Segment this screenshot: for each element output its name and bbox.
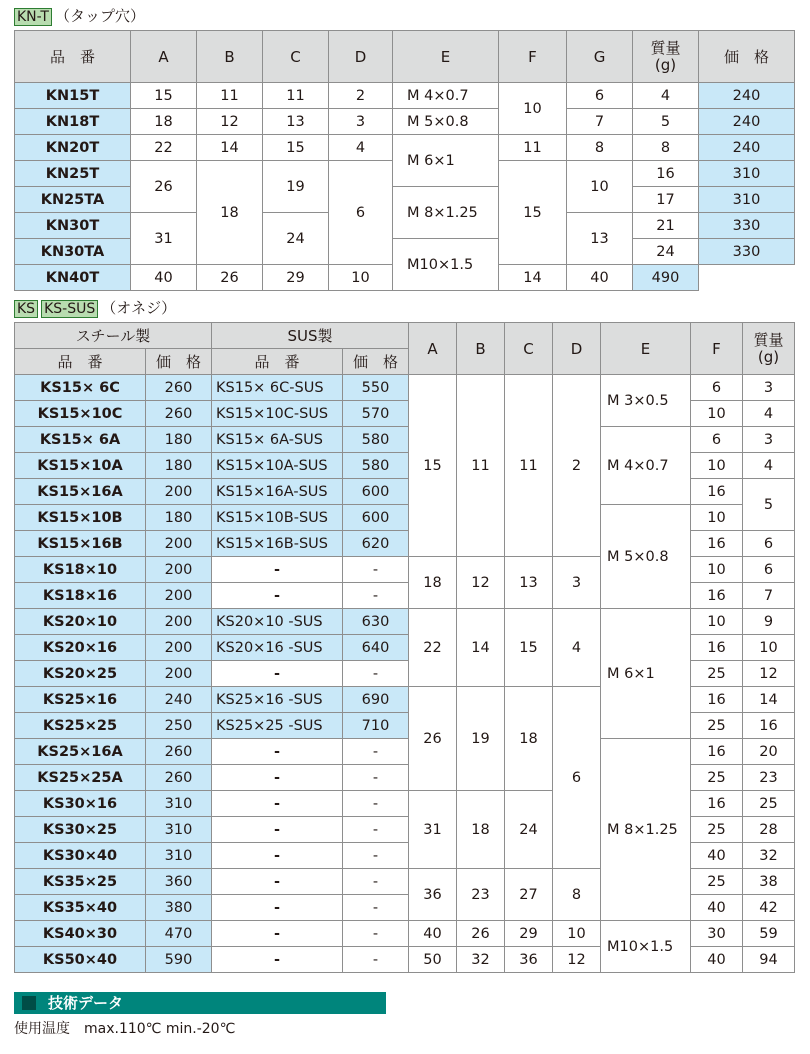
table-row [15,609,795,635]
kn-h-d: D [329,31,393,83]
table-cell: 16 [633,161,699,187]
table-cell: 200 [146,557,212,583]
table-cell: KN25TA [15,187,131,213]
table-cell: 6 [567,83,633,109]
table-cell: 26 [197,265,263,291]
table-cell: 15 [505,609,553,687]
table-cell: 18 [409,557,457,609]
table-cell: M 5×0.8 [393,109,499,135]
table-cell: 40 [691,947,743,973]
table-cell: 16 [691,687,743,713]
table-cell: 12 [197,109,263,135]
table-cell: 16 [691,635,743,661]
table-cell: - [212,583,343,609]
table-cell: 10 [499,83,567,135]
table-cell: 24 [505,791,553,869]
table-cell: 200 [146,661,212,687]
table-cell: 200 [146,609,212,635]
table-cell: KN18T [15,109,131,135]
table-cell: KS20×25 [15,661,146,687]
kn-table [14,30,795,291]
table-cell: 11 [263,83,329,109]
table-cell: KS20×16 [15,635,146,661]
table-cell: 380 [146,895,212,921]
table-cell: 27 [505,869,553,921]
table-cell: KS30×16 [15,791,146,817]
table-cell: 2 [553,375,601,557]
table-cell: 310 [146,817,212,843]
table-cell: 600 [343,479,409,505]
table-cell: 470 [146,921,212,947]
table-cell: KS25×25 [15,713,146,739]
table-cell: 19 [263,161,329,213]
table-cell: 6 [329,161,393,265]
ks-table [14,322,795,973]
table-cell: 4 [743,401,795,427]
kn-h-code: 品 番 [15,31,131,83]
table-cell: 4 [553,609,601,687]
table-cell: M 4×0.7 [393,83,499,109]
kn-h-mass: 質量 (g) [633,31,699,83]
table-cell: KN25T [15,161,131,187]
table-cell: 8 [633,135,699,161]
ks-h-sus-code: 品 番 [212,349,343,375]
table-cell: 11 [505,375,553,557]
ks-h-mass: 質量 (g) [743,323,795,375]
table-cell: 6 [743,531,795,557]
table-cell: 260 [146,375,212,401]
table-row [15,375,795,401]
table-cell: - [343,843,409,869]
table-cell: 28 [743,817,795,843]
table-cell: 5 [633,109,699,135]
table-cell: 23 [457,869,505,921]
table-cell: KS30×40 [15,843,146,869]
table-cell: - [343,869,409,895]
table-cell: 10 [691,453,743,479]
table-cell: 16 [691,791,743,817]
table-cell: KS30×25 [15,817,146,843]
table-cell: 31 [409,791,457,869]
table-cell: 16 [691,479,743,505]
table-cell: KN30TA [15,239,131,265]
table-row [15,109,795,135]
table-cell: - [212,895,343,921]
table-cell: 310 [699,161,795,187]
table-cell: 11 [499,135,567,161]
table-cell: 11 [197,83,263,109]
ks-h-c: C [505,323,553,375]
table-cell: 40 [409,921,457,947]
ks-h-steel: スチール製 [15,323,212,349]
table-cell: 3 [329,109,393,135]
table-cell: 10 [691,505,743,531]
table-cell: 260 [146,765,212,791]
table-cell: 10 [691,609,743,635]
table-cell: - [212,843,343,869]
table-cell: 36 [409,869,457,921]
kn-section-title [14,6,145,26]
table-cell: KS25×16 [15,687,146,713]
kn-suffix: （タップ穴） [54,7,145,25]
table-cell: 550 [343,375,409,401]
table-cell: 4 [633,83,699,109]
table-cell: 200 [146,531,212,557]
table-cell: 23 [743,765,795,791]
table-cell: 15 [409,375,457,557]
table-cell: 710 [343,713,409,739]
kn-h-price: 価 格 [699,31,795,83]
table-cell: KS25×16A [15,739,146,765]
table-cell: 580 [343,427,409,453]
table-cell: - [343,895,409,921]
table-cell: 6 [743,557,795,583]
table-cell: - [343,661,409,687]
table-cell: 16 [691,531,743,557]
kn-h-f: F [499,31,567,83]
table-row [15,83,795,109]
table-cell: 330 [699,239,795,265]
table-cell: 18 [131,109,197,135]
table-cell: 640 [343,635,409,661]
table-cell: 17 [633,187,699,213]
table-cell: 13 [567,213,633,265]
table-cell: - [343,583,409,609]
table-cell: 16 [691,739,743,765]
table-cell: M 8×1.25 [393,187,499,239]
table-cell: 15 [131,83,197,109]
table-cell: 40 [691,895,743,921]
ks-h-d: D [553,323,601,375]
table-cell: 40 [691,843,743,869]
table-cell: 630 [343,609,409,635]
table-cell: 25 [691,661,743,687]
table-cell: 14 [457,609,505,687]
table-cell: 6 [691,375,743,401]
table-cell: KS15× 6A [15,427,146,453]
table-cell: KS20×10 [15,609,146,635]
table-cell: KS25×16 -SUS [212,687,343,713]
table-cell: 240 [699,83,795,109]
table-cell: - [343,765,409,791]
table-cell: 360 [146,869,212,895]
table-cell: 250 [146,713,212,739]
table-cell: KS35×25 [15,869,146,895]
table-cell: 4 [743,453,795,479]
table-cell: M10×1.5 [393,239,499,291]
table-row [15,427,795,453]
table-cell: KS15×10C [15,401,146,427]
table-cell: 18 [505,687,553,791]
table-cell: 8 [567,135,633,161]
table-cell: M10×1.5 [601,921,691,973]
table-cell: 3 [743,427,795,453]
table-cell: 240 [699,135,795,161]
table-cell: 20 [743,739,795,765]
ks-h-a: A [409,323,457,375]
table-cell: 22 [131,135,197,161]
table-cell: - [343,791,409,817]
table-cell: - [212,557,343,583]
table-cell: - [212,791,343,817]
table-cell: - [212,869,343,895]
table-cell: 8 [553,869,601,921]
ks-h-e: E [601,323,691,375]
table-cell: 180 [146,505,212,531]
table-cell: 10 [329,265,393,291]
table-cell: 50 [409,947,457,973]
table-cell: 310 [699,187,795,213]
table-cell: KS15× 6A-SUS [212,427,343,453]
table-cell: 42 [743,895,795,921]
kn-h-g: G [567,31,633,83]
table-cell: 59 [743,921,795,947]
table-row [15,505,795,531]
table-cell: 260 [146,401,212,427]
table-cell: 570 [343,401,409,427]
table-cell: KS15×10C-SUS [212,401,343,427]
table-cell: 490 [633,265,699,291]
table-cell: 26 [131,161,197,213]
table-cell: 200 [146,583,212,609]
table-cell: 7 [743,583,795,609]
table-cell: KS20×16 -SUS [212,635,343,661]
table-cell: 40 [131,265,197,291]
table-cell: 29 [505,921,553,947]
table-cell: 14 [197,135,263,161]
table-cell: KS15×16B [15,531,146,557]
table-cell: - [343,739,409,765]
table-cell: 25 [691,817,743,843]
table-cell: KS25×25A [15,765,146,791]
table-cell: 14 [743,687,795,713]
table-cell: 22 [409,609,457,687]
ks-sus-tag: KS-SUS [41,300,98,318]
table-cell: KS15×10B-SUS [212,505,343,531]
kn-h-e: E [393,31,499,83]
ks-suffix: （オネジ） [101,299,177,317]
table-cell: KS35×40 [15,895,146,921]
table-cell: KS20×10 -SUS [212,609,343,635]
table-cell: 180 [146,453,212,479]
table-cell: KS15×16A [15,479,146,505]
table-cell: 2 [329,83,393,109]
table-cell: 31 [131,213,197,265]
table-cell: 3 [743,375,795,401]
table-cell: 12 [743,661,795,687]
table-cell: 600 [343,505,409,531]
table-cell: 38 [743,869,795,895]
table-cell: KS15×16A-SUS [212,479,343,505]
table-cell: 18 [197,161,263,265]
table-cell: 19 [457,687,505,791]
table-cell: KS50×40 [15,947,146,973]
table-cell: 30 [691,921,743,947]
table-cell: KS15×10A [15,453,146,479]
ks-h-code: 品 番 [15,349,146,375]
table-cell: KS18×10 [15,557,146,583]
table-cell: KS15× 6C-SUS [212,375,343,401]
table-cell: 690 [343,687,409,713]
table-cell: KS15×10A-SUS [212,453,343,479]
tech-data-header [14,992,386,1014]
table-cell: 180 [146,427,212,453]
table-cell: - [343,921,409,947]
table-cell: M 6×1 [393,135,499,187]
table-cell: M 8×1.25 [601,739,691,921]
table-cell: KN40T [15,265,131,291]
tech-data-title: 技術データ [48,994,124,1012]
table-cell: 13 [263,109,329,135]
table-cell: 10 [567,161,633,213]
table-cell: 36 [505,947,553,973]
table-cell: 21 [633,213,699,239]
table-cell: 11 [457,375,505,557]
table-cell: KS15× 6C [15,375,146,401]
table-cell: 18 [457,791,505,869]
table-cell: 25 [691,765,743,791]
table-cell: 6 [553,687,601,869]
table-cell: 25 [743,791,795,817]
table-cell: - [212,817,343,843]
operating-temperature: 使用温度 max.110℃ min.-20℃ [14,1021,236,1037]
table-cell: 310 [146,843,212,869]
table-cell: - [343,557,409,583]
table-cell: 12 [553,947,601,973]
table-cell: - [212,739,343,765]
table-cell: M 6×1 [601,609,691,739]
table-cell: 10 [743,635,795,661]
table-cell: 590 [146,947,212,973]
table-cell: 16 [743,713,795,739]
table-row [15,135,795,161]
table-cell: 15 [499,161,567,265]
table-cell: 6 [691,427,743,453]
kn-h-a: A [131,31,197,83]
table-row [15,921,795,947]
ks-h-sus: SUS製 [212,323,409,349]
ks-h-sus-price: 価 格 [343,349,409,375]
table-cell: 26 [409,687,457,791]
table-cell: 260 [146,739,212,765]
table-cell: - [212,947,343,973]
table-cell: KN20T [15,135,131,161]
table-cell: KS15×16B-SUS [212,531,343,557]
table-cell: 12 [457,557,505,609]
table-cell: - [212,921,343,947]
table-cell: 9 [743,609,795,635]
table-cell: 240 [699,109,795,135]
table-cell: 25 [691,713,743,739]
table-cell: 240 [146,687,212,713]
table-cell: 200 [146,479,212,505]
table-cell: 13 [505,557,553,609]
table-cell: 330 [699,213,795,239]
ks-tag: KS [14,300,38,318]
table-cell: - [343,817,409,843]
ks-h-f: F [691,323,743,375]
ks-section-title [14,298,176,318]
table-cell: KS15×10B [15,505,146,531]
table-cell: 24 [263,213,329,265]
table-cell: KN15T [15,83,131,109]
table-cell: 200 [146,635,212,661]
table-cell: 4 [329,135,393,161]
table-cell: - [212,661,343,687]
kn-tag: KN-T [14,8,52,26]
table-cell: KS25×25 -SUS [212,713,343,739]
table-cell: 5 [743,479,795,531]
table-cell: 25 [691,869,743,895]
table-cell: 40 [567,265,633,291]
table-cell: M 3×0.5 [601,375,691,427]
table-cell: 32 [457,947,505,973]
table-cell: 32 [743,843,795,869]
table-cell: 16 [691,583,743,609]
table-cell: 94 [743,947,795,973]
table-cell: KS40×30 [15,921,146,947]
table-cell: - [212,765,343,791]
kn-h-c: C [263,31,329,83]
table-cell: 24 [633,239,699,265]
tech-data-marker-icon [22,996,36,1010]
table-cell: 620 [343,531,409,557]
table-cell: 310 [146,791,212,817]
table-row [15,739,795,765]
table-cell: KS18×16 [15,583,146,609]
table-cell: - [343,947,409,973]
table-cell: 10 [691,557,743,583]
ks-h-price: 価 格 [146,349,212,375]
table-cell: M 4×0.7 [601,427,691,505]
ks-h-b: B [457,323,505,375]
table-cell: 7 [567,109,633,135]
table-cell: 10 [691,401,743,427]
table-cell: KN30T [15,213,131,239]
table-cell: 3 [553,557,601,609]
table-cell: 29 [263,265,329,291]
table-cell: 15 [263,135,329,161]
table-cell: 580 [343,453,409,479]
table-cell: 14 [499,265,567,291]
table-cell: M 5×0.8 [601,505,691,609]
kn-h-b: B [197,31,263,83]
table-cell: 26 [457,921,505,947]
table-cell: 10 [553,921,601,947]
